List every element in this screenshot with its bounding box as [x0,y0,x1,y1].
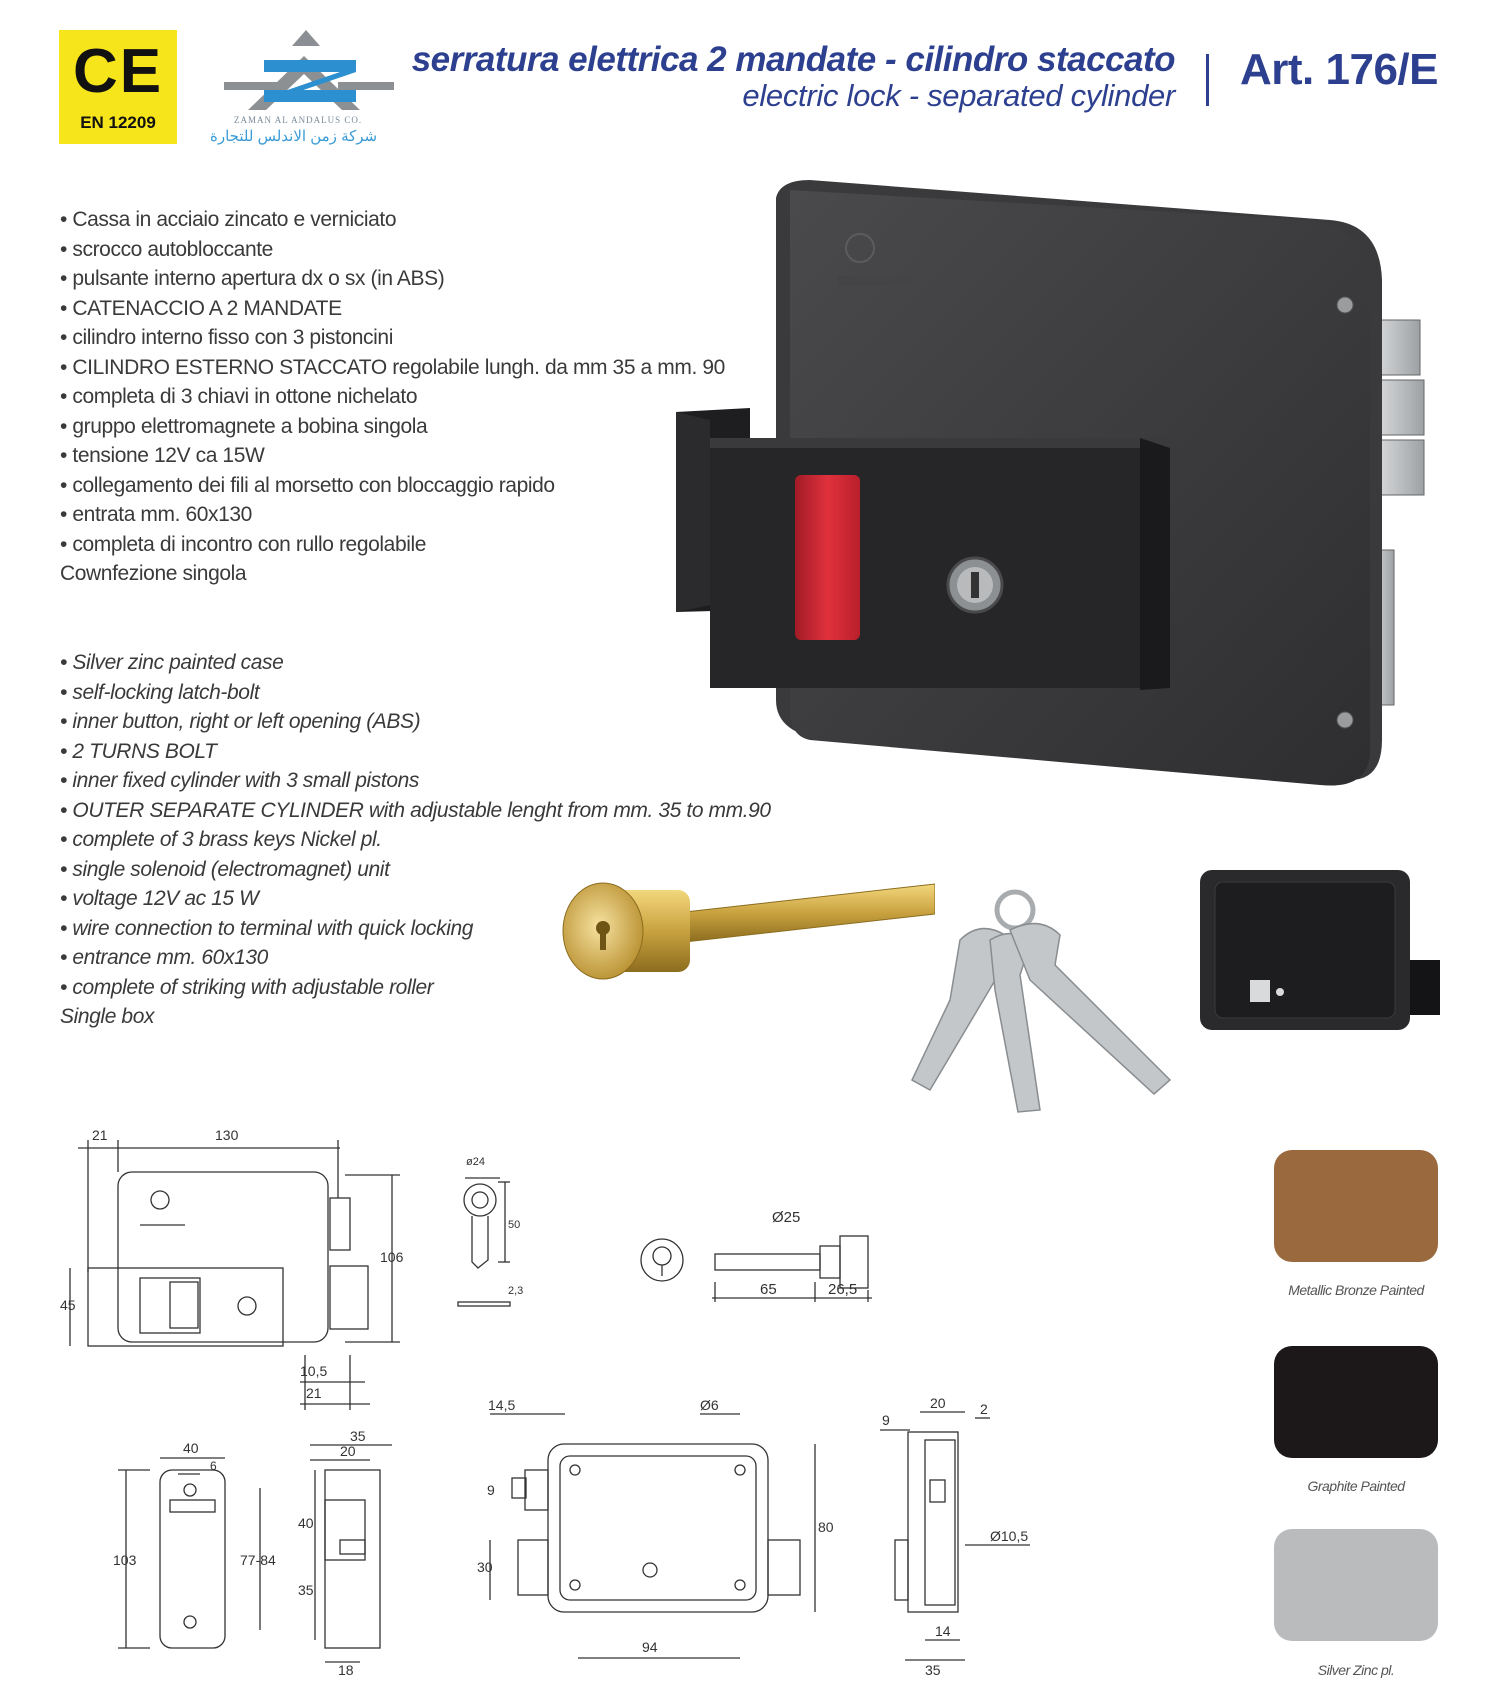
company-name-ar: شركة زمن الاندلس للتجارة [210,128,378,145]
dim-label: 77-84 [240,1552,276,1568]
feature-item: • scrocco autobloccante [60,235,780,265]
feature-item: • CATENACCIO A 2 MANDATE [60,294,780,324]
packaging-note: Cownfezione singola [60,562,247,585]
feature-item: • entrata mm. 60x130 [60,500,780,530]
feature-item: • self-locking latch-bolt [60,678,780,708]
finish-label: Silver Zinc pl. [1317,1662,1395,1678]
feature-item: • complete of 3 brass keys Nickel pl. [60,825,780,855]
keys-product-photo [890,880,1180,1120]
dim-label: 50 [508,1219,521,1231]
dim-label: 35 [298,1582,314,1598]
dim-label: 14,5 [488,1397,516,1413]
company-logo-icon [208,26,408,118]
ce-standard: EN 12209 [80,113,156,132]
dim-label: 45 [60,1297,76,1313]
dim-label: 94 [642,1639,658,1655]
finish-swatch-silver [1274,1529,1438,1641]
finish-swatch-graphite [1274,1346,1438,1458]
dim-label: 20 [340,1443,356,1459]
dim-label: 130 [215,1127,239,1143]
feature-item: • entrance mm. 60x130 [60,943,780,973]
feature-item: • tensione 12V ca 15W [60,441,780,471]
dim-label: Ø25 [772,1209,801,1226]
strike-plate-drawing [118,1458,260,1648]
feature-item: • wire connection to terminal with quick locking [60,914,780,944]
cylinder-product-photo [555,870,935,990]
feature-item: • completa di incontro con rullo regolabile [60,530,780,560]
front-view-drawing [70,1140,400,1410]
feature-item: • Cassa in acciaio zincato e verniciato [60,205,780,235]
back-view-drawing [490,1414,815,1658]
lock-back-product-photo [1190,870,1440,1040]
strike-side-drawing [310,1445,392,1662]
dim-label: 20 [930,1395,946,1411]
dim-label: Ø10,5 [990,1528,1029,1544]
feature-item: • inner button, right or left opening (ABS) [60,707,780,737]
article-number: Art. 176/E [1240,45,1438,94]
dim-label: 10,5 [300,1363,328,1379]
dim-label: 106 [380,1249,404,1265]
dim-label: 35 [925,1662,941,1678]
feature-item: • voltage 12V ac 15 W [60,884,780,914]
dim-label: Ø6 [700,1397,719,1413]
feature-item: • cilindro interno fisso con 3 pistoncini [60,323,780,353]
dim-label: 80 [818,1519,834,1535]
packaging-note: Single box [60,1005,155,1028]
dim-label: 14 [935,1623,951,1639]
dim-label: 18 [338,1662,354,1678]
feature-item: • gruppo elettromagnete a bobina singola [60,412,780,442]
company-logo [208,26,408,148]
feature-item: • pulsante interno apertura dx o sx (in ABS) [60,264,780,294]
finish-label: Graphite Painted [1307,1478,1405,1494]
feature-item: • Silver zinc painted case [60,648,780,678]
dim-label: 2 [980,1401,988,1417]
feature-item: • OUTER SEPARATE CYLINDER with adjustable lenght from mm. 35 to mm.90 [60,796,780,826]
dim-label: 6 [210,1459,217,1473]
dim-label: 26,5 [828,1281,858,1298]
dim-label: 9 [882,1412,890,1428]
dim-label: 2,3 [508,1285,524,1297]
feature-item: • 2 TURNS BOLT [60,737,780,767]
lock-product-photo [670,180,1450,820]
ce-certification-badge [59,30,177,144]
feature-item: • inner fixed cylinder with 3 small pistons [60,766,780,796]
feature-item: • CILINDRO ESTERNO STACCATO regolabile lungh. da mm 35 a mm. 90 [60,353,780,383]
product-title-italian: serratura elettrica 2 mandate - cilindro staccato [411,40,1175,79]
feature-item: • collegamento dei fili al morsetto con bloccaggio rapido [60,471,780,501]
dim-label: 40 [183,1440,199,1456]
product-title-english: electric lock - separated cylinder [742,78,1175,113]
dim-label: ø24 [466,1156,485,1168]
dim-label: 21 [306,1385,322,1401]
finish-swatch-bronze [1274,1150,1438,1262]
key-drawing [458,1178,510,1306]
feature-item: • completa di 3 chiavi in ottone nichelato [60,382,780,412]
technical-drawings [60,1125,1080,1685]
ce-mark: CE [73,37,164,106]
title-separator [1206,54,1209,106]
dim-label: 9 [487,1482,495,1498]
dim-label: 40 [298,1515,314,1531]
company-name-en: ZAMAN AL ANDALUS CO. [234,115,363,125]
dim-label: 65 [760,1281,777,1298]
feature-item: • complete of striking with adjustable roller [60,973,780,1003]
dim-label: 21 [92,1127,108,1143]
dim-label: 30 [477,1559,493,1575]
dim-label: 35 [350,1428,366,1444]
feature-item: • single solenoid (electromagnet) unit [60,855,780,885]
finish-label: Metallic Bronze Painted [1288,1282,1424,1298]
dim-label: 103 [113,1552,137,1568]
